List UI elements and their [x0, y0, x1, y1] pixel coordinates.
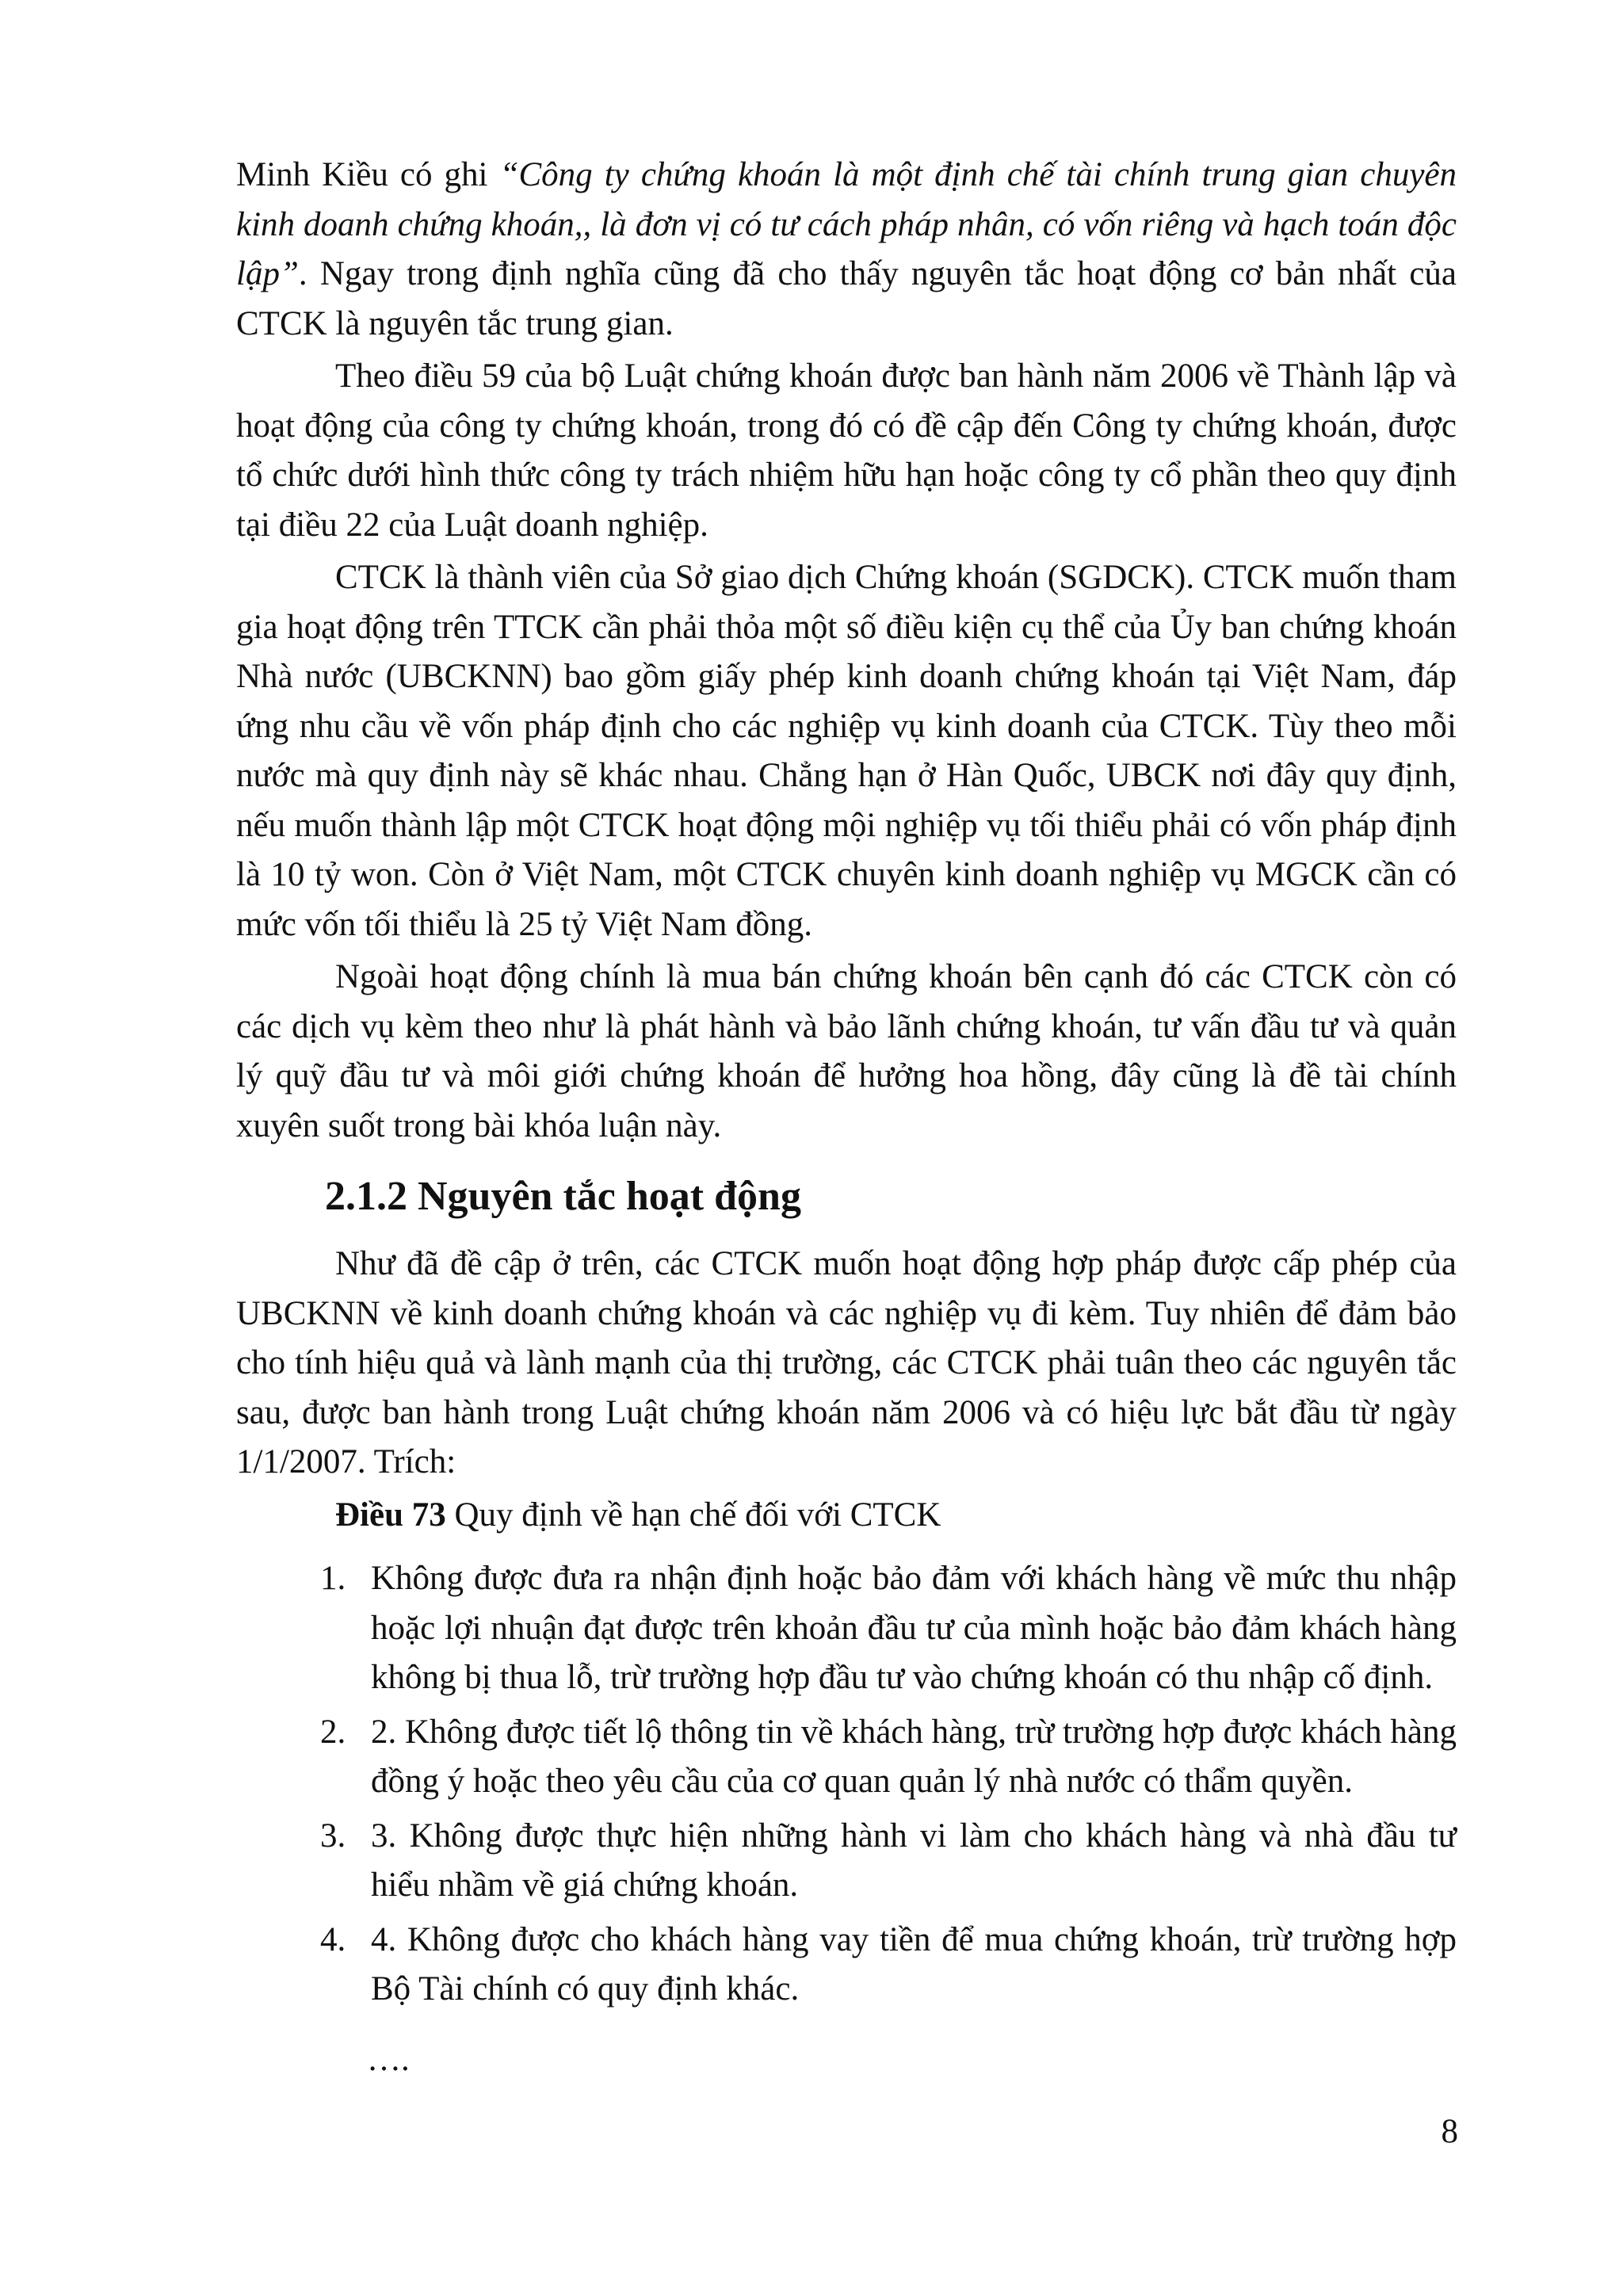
paragraph-definition-suffix: . Ngay trong định nghĩa cũng đã cho thấy nguyên tắc hoạt động cơ bản nhất của CTCK là nguyên tắc trung gian.	[236, 255, 1457, 342]
article-title-text: Quy định về hạn chế đối với CTCK	[445, 1496, 941, 1534]
paragraph-principles-intro: Như đã đề cập ở trên, các CTCK muốn hoạt động hợp pháp được cấp phép của UBCKNN về kinh doanh chứng khoán và các nghiệp vụ đi kèm. Tuy nhiên để đảm bảo cho tính hiệu quả và lành mạnh của thị trường, các CTCK phải tuân theo các nguyên tắc sau, được ban hành trong Luật chứng khoán năm 2006 và có hiệu lực bắt đầu từ ngày 1/1/2007. Trích:	[236, 1245, 1457, 1480]
list-item	[236, 1708, 1457, 1807]
list-item	[236, 1916, 1457, 2015]
section-heading: 2.1.2 Nguyên tắc hoạt động	[325, 1174, 801, 1219]
document-page	[236, 151, 1457, 2084]
paragraph-services: Ngoài hoạt động chính là mua bán chứng khoán bên cạnh đó các CTCK còn có các dịch vụ kèm theo như là phát hành và bảo lãnh chứng khoán, tư vấn đầu tư và quản lý quỹ đầu tư và môi giới chứng khoán để hưởng hoa hồng, đây cũng là đề tài chính xuyên suốt trong bài khóa luận này.	[236, 958, 1457, 1144]
paragraph-article-59: Theo điều 59 của bộ Luật chứng khoán được ban hành năm 2006 về Thành lập và hoạt động của công ty chứng khoán, trong đó có đề cập đến Công ty chứng khoán, được tổ chức dưới hình thức công ty trách nhiệm hữu hạn hoặc công ty cổ phần theo quy định tại điều 22 của Luật doanh nghiệp.	[236, 357, 1457, 544]
list-item-number: 3.	[320, 1817, 346, 1855]
definition-quote: “Công ty chứng khoán là một định chế tài chính trung gian chuyên kinh doanh chứng khoán,, là đơn vị có tư cách pháp nhân, có vốn riêng và hạch toán độc lập”	[236, 156, 1457, 292]
list-item-text: Không được đưa ra nhận định hoặc bảo đảm với khách hàng về mức thu nhập hoặc lợi nhuận đạt được trên khoản đầu tư của mình hoặc bảo đảm khách hàng không bị thua lỗ, trừ trường hợp đầu tư vào chứng khoán có thu nhập cố định.	[371, 1560, 1457, 1696]
list-item-text: 3. Không được thực hiện những hành vi làm cho khách hàng và nhà đầu tư hiểu nhầm về giá chứng khoán.	[371, 1817, 1457, 1904]
restrictions-list	[236, 1554, 1457, 2015]
page-number: 8	[1441, 2113, 1458, 2150]
paragraph-definition-prefix: Minh Kiều có ghi	[236, 156, 500, 193]
paragraph-definition	[236, 151, 1457, 349]
list-item-number: 2.	[320, 1713, 346, 1751]
ellipsis: ….	[367, 2040, 410, 2078]
list-item	[236, 1812, 1457, 1911]
article-label: Điều 73	[335, 1496, 446, 1534]
list-item-text: 4. Không được cho khách hàng vay tiền để mua chứng khoán, trừ trường hợp Bộ Tài chính có quy định khác.	[371, 1920, 1457, 2008]
list-item-text: 2. Không được tiết lộ thông tin về khách hàng, trừ trường hợp được khách hàng đồng ý hoặc theo yêu cầu của cơ quan quản lý nhà nước có thẩm quyền.	[371, 1713, 1457, 1800]
list-item-number: 1.	[320, 1560, 346, 1597]
list-item-number: 4.	[320, 1920, 346, 1958]
article-title	[335, 1491, 1457, 1541]
paragraph-membership: CTCK là thành viên của Sở giao dịch Chứng khoán (SGDCK). CTCK muốn tham gia hoạt động trên TTCK cần phải thỏa một số điều kiện cụ thể của Ủy ban chứng khoán Nhà nước (UBCKNN) bao gồm giấy phép kinh doanh chứng khoán tại Việt Nam, đáp ứng nhu cầu về vốn pháp định cho các nghiệp vụ kinh doanh của CTCK. Tùy theo mỗi nước mà quy định này sẽ khác nhau. Chẳng hạn ở Hàn Quốc, UBCK nơi đây quy định, nếu muốn thành lập một CTCK hoạt động mội nghiệp vụ tối thiểu phải có vốn pháp định là 10 tỷ won. Còn ở Việt Nam, một CTCK chuyên kinh doanh nghiệp vụ MGCK cần có mức vốn tối thiểu là 25 tỷ Việt Nam đồng.	[236, 559, 1457, 943]
list-item	[236, 1554, 1457, 1703]
